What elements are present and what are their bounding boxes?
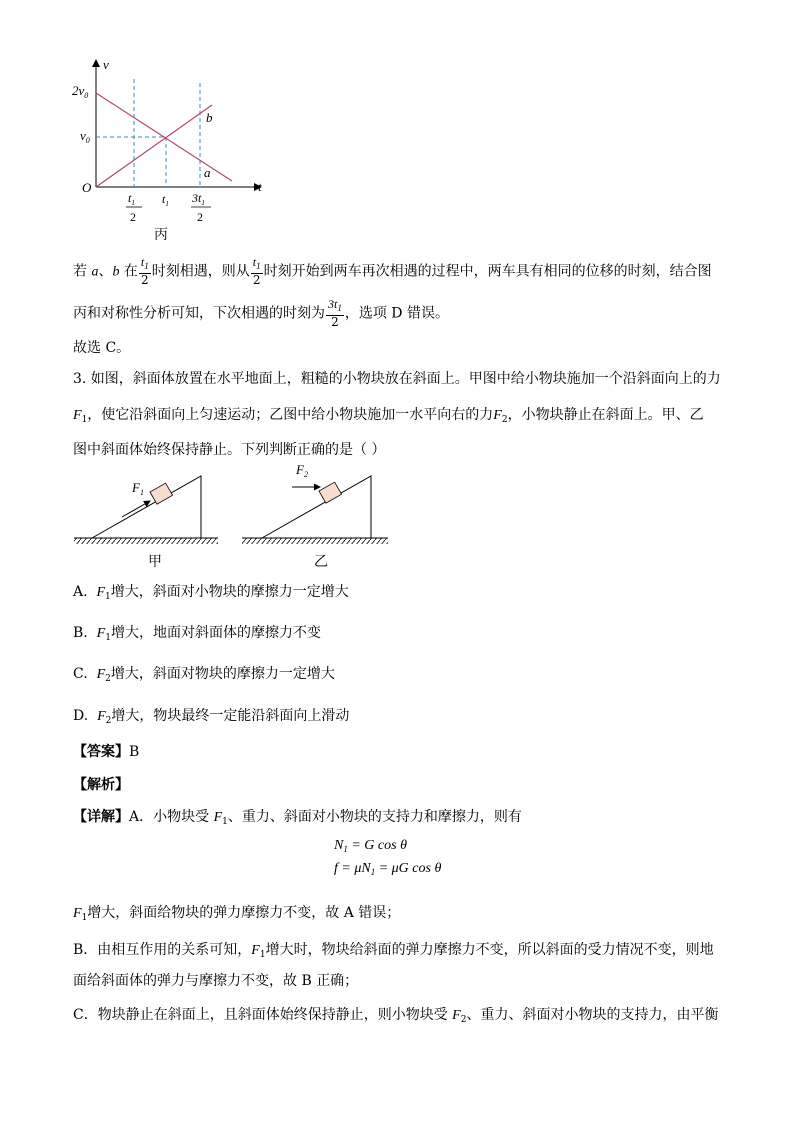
label-v0: $v_0$ bbox=[80, 128, 90, 145]
analysis-label-text: 【解析】 bbox=[73, 777, 129, 793]
force-symbol: F bbox=[96, 585, 106, 600]
subscript: 2 bbox=[501, 415, 508, 425]
text: ，选项 D 错误。 bbox=[344, 305, 449, 322]
q3-line1: 3. 如图，斜面体放置在水平地面上，粗糙的小物块放在斜面上。甲图中给小物块施加一个沿斜面向上的力 bbox=[73, 371, 721, 387]
text: 时刻开始到两车再次相遇的过程中，两车具有相同的位移的时刻，结合图 bbox=[263, 263, 712, 280]
force-f1-label: $F_1$ bbox=[132, 480, 144, 497]
axis-t-label: t bbox=[258, 179, 262, 194]
q3-line3: 图中斜面体始终保持静止。下列判断正确的是（ ） bbox=[73, 442, 386, 458]
line-c bbox=[73, 1005, 718, 1030]
figure-jia-label: 甲 bbox=[148, 554, 162, 570]
analysis-label bbox=[73, 775, 129, 795]
line-a-label: a bbox=[204, 165, 211, 180]
option-a bbox=[73, 582, 349, 607]
tick-t1-half-num: $t_1$ bbox=[128, 191, 135, 207]
text: 时刻相遇，则从 bbox=[151, 263, 250, 280]
incline-figures bbox=[70, 462, 400, 574]
axis-v-label: v bbox=[103, 57, 109, 72]
subscript: 1 bbox=[105, 592, 111, 602]
text: 在 bbox=[119, 263, 138, 280]
figure-jia bbox=[74, 476, 218, 570]
tick-3t1-half-den: 2 bbox=[197, 210, 203, 224]
line-b bbox=[96, 105, 212, 187]
force-f2-label: $F_2$ bbox=[296, 462, 308, 479]
frac-3t1-half: $\frac{3t_1}{2}$ bbox=[328, 297, 342, 329]
text: 、 bbox=[98, 263, 113, 280]
equation-friction: $f = \mu N_1 = \mu G$ cos θ bbox=[334, 861, 442, 877]
q3-line2 bbox=[73, 405, 704, 430]
figure-yi bbox=[242, 462, 388, 570]
subscript: 2 bbox=[460, 1015, 467, 1025]
line-a-conclusion bbox=[73, 903, 400, 928]
force-f1-arrow bbox=[122, 501, 150, 517]
force-f2: F bbox=[493, 408, 502, 423]
subscript: 1 bbox=[81, 913, 88, 923]
text: 增大时，物块给斜面的弹力摩擦力不变，所以斜面的受力情况不变，则地 bbox=[265, 942, 714, 958]
answer bbox=[73, 742, 139, 762]
subscript: 2 bbox=[105, 674, 111, 684]
option-letter: D. bbox=[73, 708, 89, 724]
force-symbol: F bbox=[97, 709, 106, 724]
subscript: 2 bbox=[105, 716, 112, 726]
guide-lines bbox=[96, 79, 200, 187]
line-b-label: b bbox=[206, 110, 213, 125]
option-text: 增大，斜面对物块的摩擦力一定增大 bbox=[110, 666, 335, 682]
detail-line bbox=[73, 807, 522, 832]
graph-caption: 丙 bbox=[154, 227, 168, 243]
option-text: 增大，地面对斜面体的摩擦力不变 bbox=[110, 625, 321, 641]
line-a bbox=[96, 93, 232, 181]
block-yi bbox=[319, 482, 342, 503]
text: B．由相互作用的关系可知， bbox=[73, 942, 252, 958]
para1-line2 bbox=[73, 298, 449, 329]
text: 丙和对称性分析可知，下次相遇的时刻为 bbox=[73, 305, 325, 322]
option-text: 增大，斜面对小物块的摩擦力一定增大 bbox=[110, 584, 349, 600]
block-jia bbox=[150, 483, 173, 504]
line-b-2: 面给斜面体的弹力与摩擦力不变，故 B 正确； bbox=[73, 973, 359, 989]
tick-3t1-half-num: $3t_1$ bbox=[192, 191, 205, 207]
text: ，使它沿斜面向上匀速运动；乙图中给小物块施加一水平向右的力 bbox=[87, 407, 494, 423]
option-text: 增大，物块最终一定能沿斜面向上滑动 bbox=[111, 708, 350, 724]
frac-t1-half: $\frac{t_1}{2}$ bbox=[252, 255, 261, 287]
text: 、重力、斜面对小物块的支持力和摩擦力，则有 bbox=[227, 809, 522, 825]
option-b bbox=[73, 623, 321, 648]
option-letter: C. bbox=[73, 666, 88, 682]
line-b-1 bbox=[73, 940, 714, 965]
option-c bbox=[73, 664, 335, 689]
var-a: a bbox=[91, 264, 99, 280]
tick-t1-half-den: 2 bbox=[130, 210, 136, 224]
force-f1: F bbox=[73, 408, 82, 423]
answer-label: 【答案】 bbox=[73, 744, 129, 760]
tick-t1: $t_1$ bbox=[162, 192, 169, 208]
detail-label: 【详解】 bbox=[73, 809, 129, 825]
subscript: 1 bbox=[222, 817, 228, 827]
figure-yi-label: 乙 bbox=[314, 554, 328, 570]
answer-value: B bbox=[129, 744, 140, 760]
subscript: 1 bbox=[81, 415, 88, 425]
force-symbol: F bbox=[213, 810, 223, 825]
origin-label: O bbox=[82, 180, 92, 195]
text: 、重力、斜面对小物块的支持力，由平衡 bbox=[466, 1007, 719, 1023]
force-symbol: F bbox=[96, 667, 106, 682]
text: C．物块静止在斜面上，且斜面体始终保持静止，则小物块受 bbox=[73, 1007, 453, 1023]
text: 增大，斜面给物块的弹力摩擦力不变，故 A 错误； bbox=[87, 905, 401, 921]
var-b: b bbox=[112, 264, 120, 280]
option-d bbox=[73, 706, 349, 731]
equation-normal-force: $N_1 = G$ cos θ bbox=[334, 838, 407, 854]
text: 若 bbox=[73, 263, 92, 280]
force-symbol: F bbox=[73, 906, 82, 921]
vt-graph bbox=[70, 55, 280, 245]
conclusion: 故选 C。 bbox=[73, 340, 131, 356]
force-symbol: F bbox=[251, 943, 260, 958]
force-symbol: F bbox=[452, 1008, 461, 1023]
text: A．小物块受 bbox=[129, 809, 214, 825]
para1-line1 bbox=[73, 256, 712, 287]
option-letter: B. bbox=[73, 625, 88, 641]
option-letter: A. bbox=[73, 584, 88, 600]
subscript: 1 bbox=[105, 633, 111, 643]
frac-t1-half: $\frac{t_1}{2}$ bbox=[140, 255, 149, 287]
text: ，小物块静止在斜面上。甲、乙 bbox=[507, 407, 704, 423]
subscript: 1 bbox=[259, 950, 266, 960]
force-symbol: F bbox=[96, 626, 106, 641]
label-2v0: $2v_0$ bbox=[72, 83, 89, 100]
